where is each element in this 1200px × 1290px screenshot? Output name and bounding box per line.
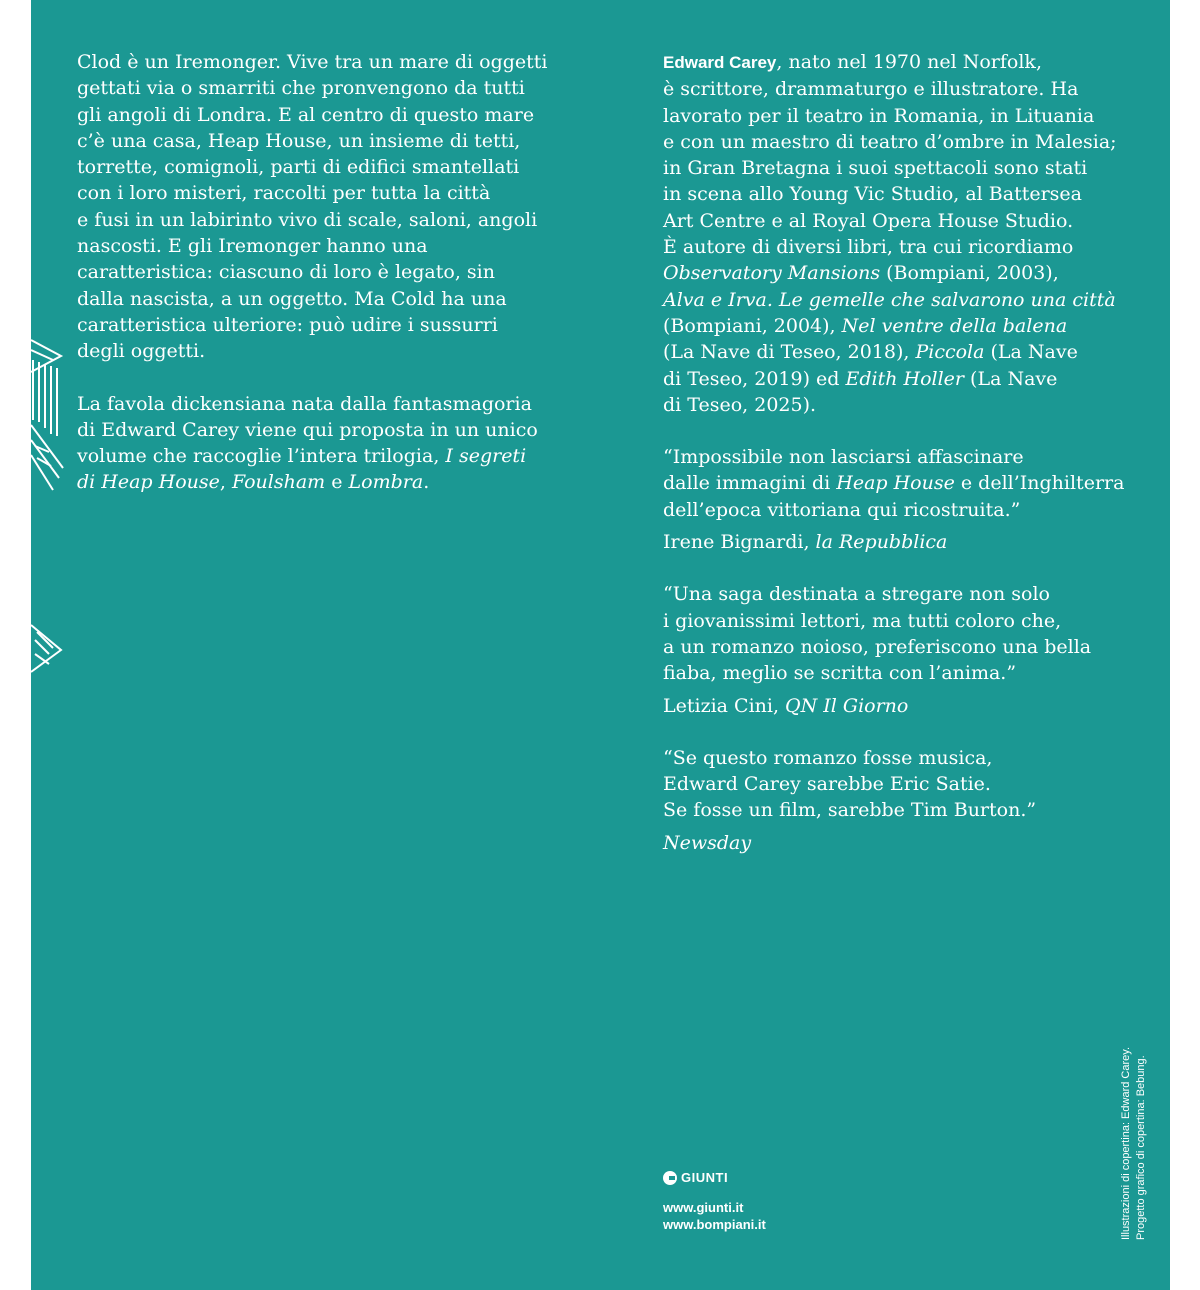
text-line: e con un maestro di teatro d’ombre in Malesia; — [663, 130, 1117, 153]
text-line: Art Centre e al Royal Opera House Studio. — [663, 209, 1074, 232]
quote-text — [663, 444, 1133, 523]
text-line: “Impossibile non lasciarsi affascinare — [663, 446, 1024, 469]
quote-source — [663, 693, 1133, 719]
review-quote-2 — [663, 581, 1133, 718]
text-line — [663, 366, 1133, 392]
book-title: Foulsham — [231, 471, 326, 494]
text-line: in Gran Bretagna i suoi spettacoli sono stati — [663, 157, 1088, 180]
publisher-logo-text: GIUNTI — [681, 1170, 729, 1185]
giunti-logo-icon — [663, 1171, 677, 1185]
text-line — [663, 470, 1133, 496]
text-run: (La Nave — [984, 341, 1078, 364]
book-title: Alva e Irva. Le gemelle che salvarono una città — [663, 288, 1116, 311]
quote-source — [663, 830, 1133, 856]
text-line: di Edward Carey viene qui proposta in un unico — [77, 418, 538, 441]
book-title: I segreti — [445, 445, 527, 468]
text-line: caratteristica ulteriore: può udire i sussurri — [77, 313, 498, 336]
text-line: lavorato per il teatro in Romania, in Lituania — [663, 104, 1095, 127]
text-line: La favola dickensiana nata dalla fantasmagoria — [77, 392, 532, 415]
back-cover — [31, 0, 1170, 1290]
source-publication: QN Il Giorno — [785, 694, 909, 717]
credit-line: Progetto grafico di copertina: Bebung. — [1135, 1055, 1147, 1240]
text-run: , nato nel 1970 nel Norfolk, — [776, 51, 1042, 73]
book-title: Edith Holler — [845, 367, 965, 390]
text-line — [663, 313, 1133, 339]
text-run: (Bompiani, 2003), — [880, 262, 1059, 285]
right-column — [663, 49, 1133, 882]
text-line: i giovanissimi lettori, ma tutti coloro che, — [663, 609, 1062, 632]
text-line: degli oggetti. — [77, 340, 206, 363]
text-line: con i loro misteri, raccolti per tutta la città — [77, 182, 491, 205]
text-run: e — [325, 471, 349, 494]
book-title: Piccola — [915, 341, 985, 364]
website-link[interactable]: www.giunti.it — [663, 1200, 744, 1215]
cover-credits-text — [1119, 1030, 1149, 1240]
text-line: gettati via o smarriti che pronvengono da tutti — [77, 77, 525, 100]
review-quote-1 — [663, 444, 1133, 555]
text-line — [663, 49, 1133, 76]
book-title: Nel ventre della balena — [841, 314, 1068, 337]
publisher-block — [663, 1170, 766, 1233]
text-run: volume che raccoglie l’intera trilogia, — [77, 445, 446, 468]
book-title: Heap House — [836, 472, 955, 495]
website-link[interactable]: www.bompiani.it — [663, 1217, 766, 1232]
text-run: , — [219, 471, 232, 494]
book-title: di Heap House — [77, 471, 220, 494]
text-run: . — [423, 471, 430, 494]
author-bio — [663, 49, 1133, 418]
author-name: Edward Carey — [663, 53, 777, 72]
text-run: di Teseo, 2019) ed — [663, 367, 846, 390]
text-line: Se fosse un film, sarebbe Tim Burton.” — [663, 799, 1037, 822]
text-line — [663, 260, 1133, 286]
source-name: Letizia Cini, — [663, 694, 786, 717]
text-line: dalla nascista, a un oggetto. Ma Cold ha una — [77, 287, 507, 310]
quote-text — [663, 581, 1133, 686]
text-run: dalle immagini di — [663, 472, 837, 495]
text-line: a un romanzo noioso, preferiscono una bella — [663, 635, 1092, 658]
quote-text — [663, 745, 1133, 824]
synopsis — [77, 49, 567, 522]
text-line — [663, 287, 1133, 313]
text-run: (Bompiani, 2004), — [663, 314, 842, 337]
decorative-illustration-edge — [31, 0, 71, 1290]
book-title: Lombra — [348, 471, 424, 494]
text-line: caratteristica: ciascuno di loro è legato, sin — [77, 261, 495, 284]
text-line: e fusi in un labirinto vivo di scale, saloni, angoli — [77, 208, 538, 231]
review-quote-3 — [663, 745, 1133, 856]
text-line: è scrittore, drammaturgo e illustratore. Ha — [663, 78, 1079, 101]
text-line: Clod è un Iremonger. Vive tra un mare di oggetti — [77, 51, 548, 73]
text-line — [77, 469, 567, 495]
text-line: torrette, comignoli, parti di edifici smantellati — [77, 156, 520, 179]
cover-credits — [1119, 1030, 1165, 1240]
text-line: c’è una casa, Heap House, un insieme di tetti, — [77, 129, 521, 152]
text-line: nascosti. E gli Iremonger hanno una — [77, 235, 428, 258]
text-line — [663, 339, 1133, 365]
credit-line: Illustrazioni di copertina: Edward Carey. — [1120, 1047, 1132, 1240]
text-line: È autore di diversi libri, tra cui ricordiamo — [663, 236, 1074, 259]
text-line: dell’epoca vittoriana qui ricostruita.” — [663, 498, 1021, 521]
text-run: e dell’Inghilterra — [954, 472, 1125, 495]
publisher-logo — [663, 1170, 766, 1185]
text-line: di Teseo, 2025). — [663, 393, 817, 416]
synopsis-paragraph-1 — [77, 49, 567, 365]
source-publication: la Repubblica — [815, 531, 948, 554]
source-publication: Newsday — [663, 831, 752, 854]
text-line: “Una saga destinata a stregare non solo — [663, 583, 1050, 606]
quote-source — [663, 529, 1133, 555]
text-line: Edward Carey sarebbe Eric Satie. — [663, 773, 991, 796]
book-title: Observatory Mansions — [663, 262, 881, 285]
text-line: fiaba, meglio se scritta con l’anima.” — [663, 662, 1017, 685]
text-line — [77, 443, 567, 469]
source-name: Irene Bignardi, — [663, 531, 816, 554]
text-line: gli angoli di Londra. E al centro di questo mare — [77, 103, 535, 126]
text-run: (La Nave — [964, 367, 1058, 390]
text-line: in scena allo Young Vic Studio, al Battersea — [663, 183, 1083, 206]
text-line: “Se questo romanzo fosse musica, — [663, 746, 993, 769]
text-run: (La Nave di Teseo, 2018), — [663, 341, 916, 364]
synopsis-paragraph-2 — [77, 391, 567, 496]
